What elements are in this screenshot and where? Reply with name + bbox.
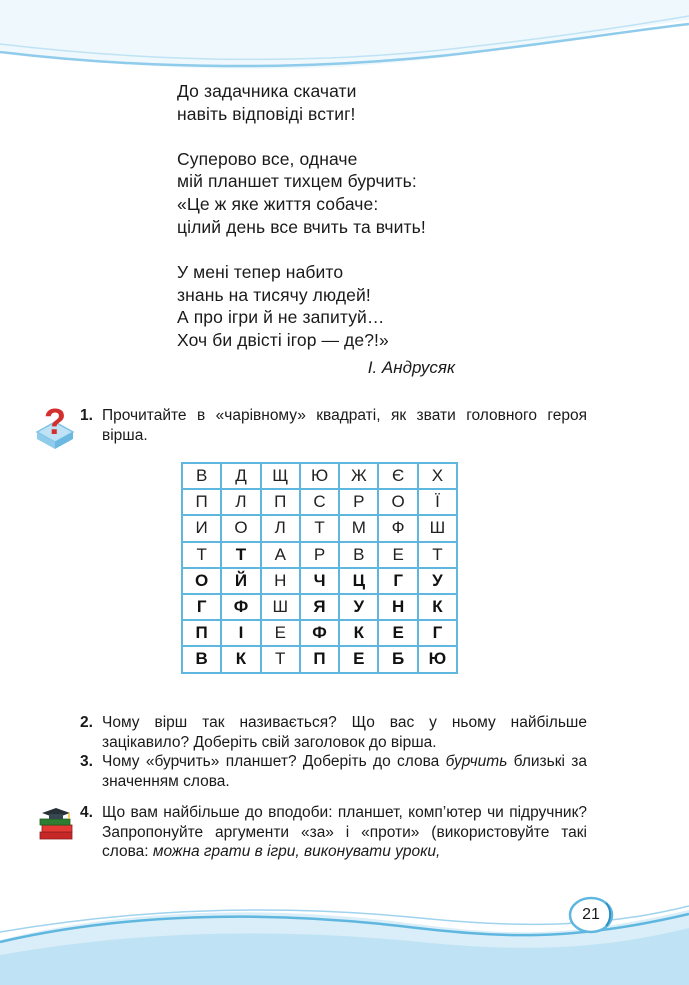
grid-cell: І xyxy=(221,620,260,646)
task-text xyxy=(102,752,587,791)
grid-cell: М xyxy=(339,515,378,541)
grid-cell: Л xyxy=(221,489,260,515)
grid-cell: О xyxy=(182,568,221,594)
grid-cell: Ф xyxy=(221,594,260,620)
poem-line: А про ігри й не запитуй… xyxy=(177,307,385,328)
task-text: Прочитайте в «чарівному» квадраті, як звати головного героя вірша. xyxy=(102,407,587,444)
grid-cell: Х xyxy=(418,463,457,489)
grid-row xyxy=(182,646,457,672)
poem-line: мій планшет тихцем бурчить: xyxy=(177,171,417,192)
grid-cell: Д xyxy=(221,463,260,489)
poem-stanza-2 xyxy=(177,148,426,239)
grid-cell: Е xyxy=(261,620,300,646)
task-text xyxy=(102,803,587,862)
grid-cell: Ф xyxy=(300,620,339,646)
grid-cell: А xyxy=(261,542,300,568)
question-mark-icon xyxy=(33,402,77,452)
grid-cell: И xyxy=(182,515,221,541)
grid-row xyxy=(182,489,457,515)
grid-row xyxy=(182,568,457,594)
top-wave-decoration xyxy=(0,0,689,90)
magic-letter-square xyxy=(181,462,458,674)
svg-text:?: ? xyxy=(44,402,66,442)
poem-line: До задачника скачати xyxy=(177,81,357,101)
grid-cell: Г xyxy=(182,594,221,620)
poem-stanza-3 xyxy=(177,261,426,352)
grid-cell: О xyxy=(378,489,417,515)
grid-cell: Т xyxy=(418,542,457,568)
poem-line: Хоч би двісті ігор — де?!» xyxy=(177,330,389,351)
grid-cell: Ю xyxy=(418,646,457,672)
grid-cell: Г xyxy=(418,620,457,646)
grid-cell: Т xyxy=(300,515,339,541)
grid-cell: К xyxy=(418,594,457,620)
grid-cell: Ї xyxy=(418,489,457,515)
grid-cell: Т xyxy=(182,542,221,568)
page-number: 21 xyxy=(582,906,600,923)
poem-stanza-1 xyxy=(177,80,426,126)
grid-cell: П xyxy=(182,489,221,515)
grid-cell: О xyxy=(221,515,260,541)
task-text-part: близькі за значенням слова. xyxy=(102,753,587,790)
grid-cell: В xyxy=(182,646,221,672)
grid-row xyxy=(182,620,457,646)
grid-cell: Ю xyxy=(300,463,339,489)
grid-cell: У xyxy=(418,568,457,594)
grid-cell: С xyxy=(300,489,339,515)
grid-cell: Ч xyxy=(300,568,339,594)
poem-line: Суперово все, одначе xyxy=(177,148,358,169)
grid-cell: Н xyxy=(378,594,417,620)
poem-line: навіть відповіді встиг! xyxy=(177,103,356,124)
grid-row xyxy=(182,594,457,620)
task-3 xyxy=(80,752,587,791)
poem xyxy=(177,80,426,374)
task-number: 1. xyxy=(80,407,93,424)
task-text-part: Що вам найбільше до вподоби: планшет, комп’ютер чи підручник? Запропонуйте аргументи «за» і «проти» (використовуйте такі слова: xyxy=(102,804,587,860)
grid-row xyxy=(182,542,457,568)
grid-cell: Щ xyxy=(261,463,300,489)
grid-cell: Ц xyxy=(339,568,378,594)
grid-cell: Е xyxy=(378,542,417,568)
grid-cell: К xyxy=(339,620,378,646)
grid-cell: Р xyxy=(339,489,378,515)
task-text-italic: бурчить xyxy=(445,753,508,770)
grid-cell: Ф xyxy=(378,515,417,541)
grid-cell: П xyxy=(261,489,300,515)
task-text-part: Чому «бурчить» планшет? Доберіть до слова xyxy=(102,753,446,770)
grid-cell: Ш xyxy=(418,515,457,541)
task-4 xyxy=(80,803,587,862)
task-1 xyxy=(80,406,587,445)
grid-cell: Є xyxy=(378,463,417,489)
grid-cell: П xyxy=(182,620,221,646)
grid-cell: Р xyxy=(300,542,339,568)
grid-cell: Е xyxy=(378,620,417,646)
poem-line: цілий день все вчить та вчить! xyxy=(177,216,426,237)
grid-cell: Ж xyxy=(339,463,378,489)
grid-row xyxy=(182,463,457,489)
task-text: Чому вірш так називається? Що вас у ньому найбільше зацікавило? Доберіть свій заголовок до вірша. xyxy=(102,714,587,751)
grid-cell: Н xyxy=(261,568,300,594)
task-number: 2. xyxy=(80,714,93,731)
task-2 xyxy=(80,713,587,752)
grid-cell: В xyxy=(339,542,378,568)
grid-cell: Я xyxy=(300,594,339,620)
grid-cell: Т xyxy=(261,646,300,672)
task-number: 4. xyxy=(80,804,93,821)
grid-cell: В xyxy=(182,463,221,489)
poem-line: «Це ж яке життя собаче: xyxy=(177,194,379,215)
grid-cell: Е xyxy=(339,646,378,672)
poem-author: І. Андрусяк xyxy=(367,358,455,377)
grid-cell: Б xyxy=(378,646,417,672)
grid-row xyxy=(182,515,457,541)
books-graduation-cap-icon xyxy=(36,806,78,842)
grid-cell: У xyxy=(339,594,378,620)
grid-cell: Т xyxy=(221,542,260,568)
grid-cell: Ш xyxy=(261,594,300,620)
grid-cell: К xyxy=(221,646,260,672)
grid-cell: Г xyxy=(378,568,417,594)
poem-line: знань на тисячу людей! xyxy=(177,284,371,305)
task-text-italic: можна грати в ігри, виконувати уроки, xyxy=(152,843,441,860)
poem-line: У мені тепер набито xyxy=(177,261,344,282)
grid-cell: П xyxy=(300,646,339,672)
grid-cell: Л xyxy=(261,515,300,541)
grid-cell: Й xyxy=(221,568,260,594)
task-number: 3. xyxy=(80,753,93,770)
